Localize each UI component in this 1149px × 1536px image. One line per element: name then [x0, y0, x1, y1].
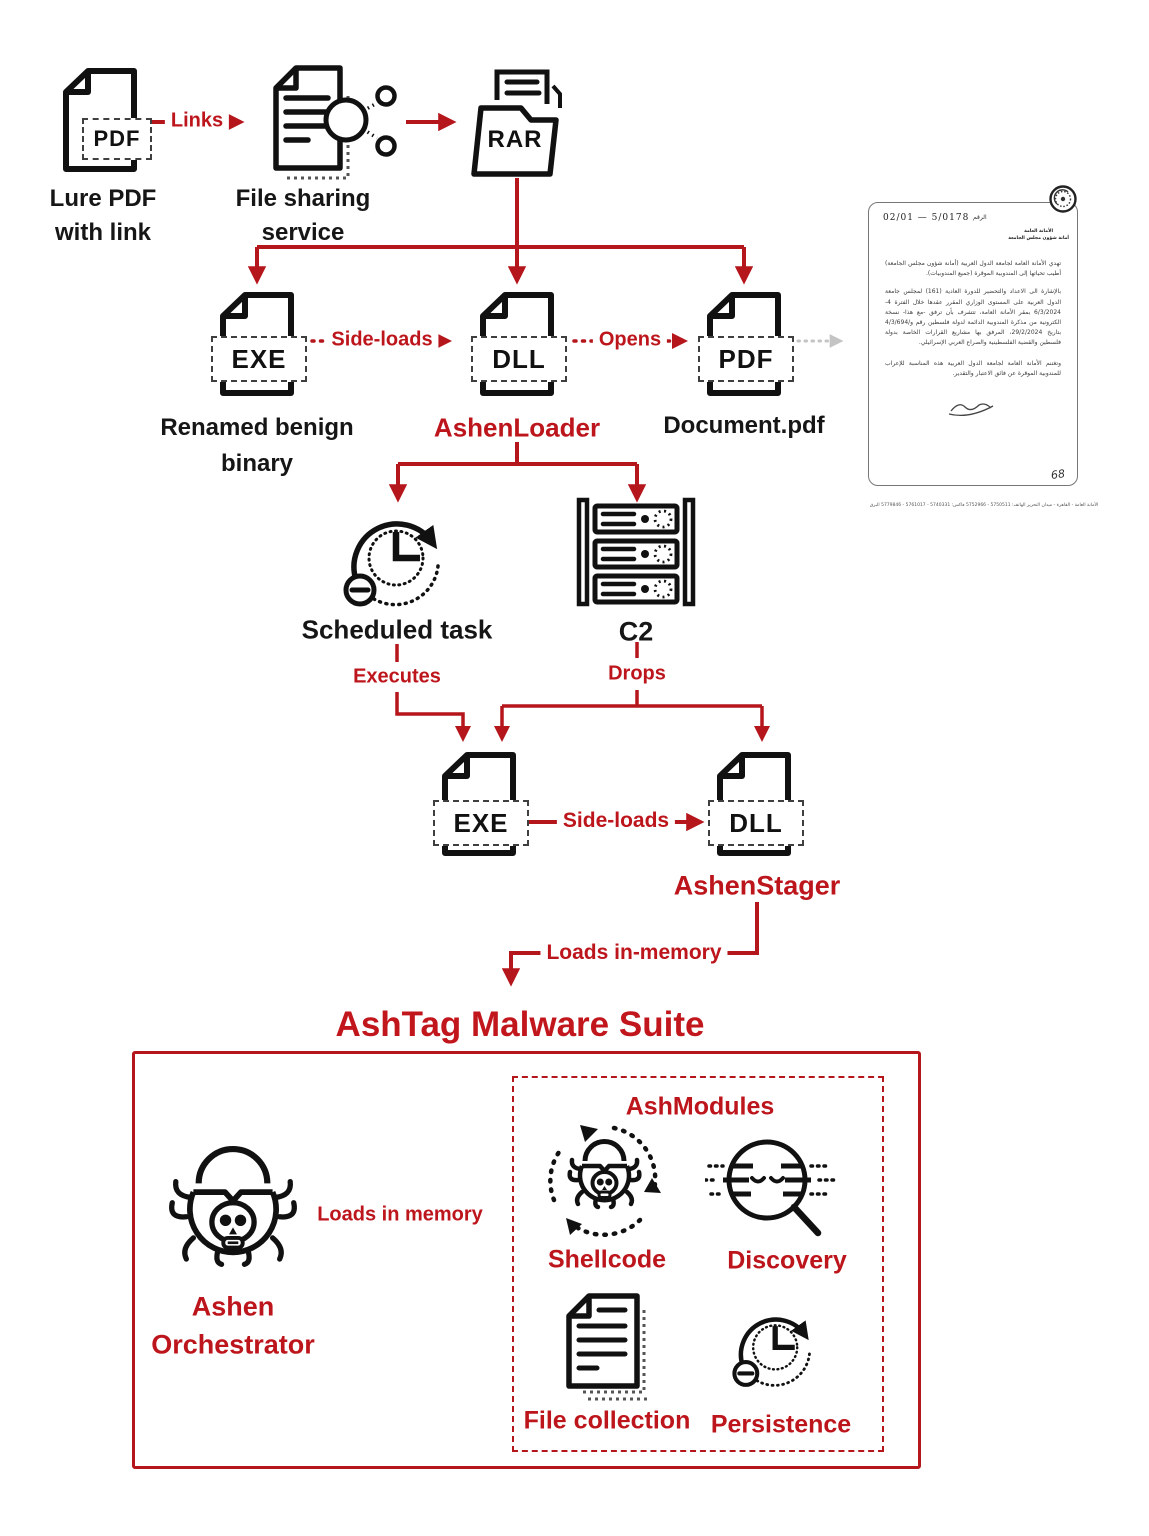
exe-benign-node	[215, 290, 299, 398]
decoy-pdf-node	[702, 290, 786, 398]
c2-server-node	[576, 496, 696, 608]
discovery-module	[705, 1134, 840, 1248]
suite-title: AshTag Malware Suite	[335, 1005, 705, 1044]
lure-pdf-label-1: Lure PDF	[49, 185, 157, 212]
persistence-module	[723, 1296, 829, 1402]
ashenstager-node	[712, 750, 796, 858]
document-pdf-label: Document.pdf	[663, 412, 825, 439]
letter-footer: الأمانة العامة - القاهرة - ميدان التحرير الهاتف: 5750511 - 5752966 فاكس: 5740331 - 5761017 - 5779846 البرق	[869, 503, 1099, 508]
exe-badge: EXE	[211, 336, 307, 382]
dropped-exe-node	[437, 750, 521, 858]
file-sharing-label-1: File sharing	[235, 185, 371, 212]
file-collection-icon	[557, 1290, 652, 1402]
shellcode-label: Shellcode	[547, 1245, 667, 1274]
handwritten-page-mark: 68	[1050, 467, 1066, 482]
letter-ref-label: الرقم	[973, 214, 987, 221]
edge-label-executes: Executes	[347, 666, 447, 689]
letter-org-line-1: الأمانة العامة	[1024, 229, 1054, 234]
arab-league-emblem-icon	[1046, 184, 1080, 218]
letter-paragraph-2: بالإشارة الى الاعداد والتحضير للدورة العادية (161) لمجلس جامعة الدول العربية على المستوى الوزاري المقرر عقدها خلال الفترة 4-6/3/2024 بمقر الأمانة العامة، تتشرف بأن ترفق -مع هذا- نسخة الكترونية من مذكرة المندوبية الدائمة لدولة فلسطين رقم و/4/3/694 بتاريخ 29/2/2024، المرفق بها مشاريع القرارات الخاصة بدولة فلسطين والقضية الفلسطينية والصراع العربي الإسرائيلي.	[885, 288, 1062, 347]
edge-label-loads-in-memory: Loads in-memory	[540, 941, 727, 965]
shellcode-rotation-icon	[540, 1120, 668, 1244]
ashen-orchestrator-node	[167, 1144, 299, 1272]
rar-folder-icon	[467, 64, 563, 178]
letter-paragraph-3: وتغتنم الأمانة العامة لجامعة الدول العربية هذه المناسبة للإعراب للمندوبية الموقرة عن فائق الاعتبار والتقدير.	[885, 359, 1061, 377]
edge-label-opens: Opens	[593, 329, 667, 352]
file-collection-module	[557, 1290, 652, 1402]
persistence-clock-icon	[723, 1296, 829, 1402]
pdf-badge: PDF	[82, 118, 152, 160]
ashenloader-label: AshenLoader	[433, 412, 601, 443]
rar-archive-node	[467, 64, 563, 178]
pdf-badge: PDF	[698, 336, 794, 382]
signature-scribble	[947, 399, 995, 417]
edge-label-side-loads-1: Side-loads	[325, 329, 438, 352]
scheduled-task-label: Scheduled task	[301, 614, 493, 645]
file-sharing-node	[262, 64, 402, 186]
c2-label: C2	[618, 616, 654, 647]
orchestrator-label-2: Orchestrator	[151, 1329, 315, 1360]
discovery-magnifier-icon	[705, 1134, 840, 1248]
letter-paragraph-1: تهدي الأمانة العامة لجامعة الدول العربية (أمانة شؤون مجلس الجامعة) أطيب تحياتها إلى المندوبية الموقرة (جميع المندوبيات).	[885, 260, 1061, 278]
decoy-letter-scan	[858, 188, 1110, 510]
shellcode-module	[540, 1120, 668, 1244]
ashenloader-node	[475, 290, 559, 398]
letter-ref-number: 02/01 — 5/0178	[883, 213, 970, 223]
server-rack-icon	[576, 496, 696, 608]
letter-org-line-2: أمانة شؤون مجلس الجامعة	[1008, 235, 1069, 241]
exe-badge: EXE	[433, 800, 529, 846]
scheduled-task-icon	[332, 504, 462, 616]
file-share-icon	[262, 64, 402, 186]
edge-label-drops: Drops	[602, 663, 672, 686]
ashenstager-label: AshenStager	[673, 870, 841, 901]
rar-label: RAR	[487, 126, 543, 153]
file-collection-label: File collection	[523, 1406, 691, 1435]
discovery-label: Discovery	[727, 1246, 847, 1275]
scheduled-task-node	[332, 504, 462, 616]
lure-pdf-label-2: with link	[55, 219, 151, 246]
benign-binary-label-2: binary	[220, 450, 294, 477]
benign-binary-label-1: Renamed benign	[160, 414, 354, 441]
dll-badge: DLL	[708, 800, 804, 846]
edge-label-links: Links	[165, 110, 229, 133]
edge-label-side-loads-2: Side-loads	[557, 809, 675, 833]
file-sharing-label-2: service	[261, 219, 345, 246]
orchestrator-label-1: Ashen	[191, 1291, 275, 1322]
dll-badge: DLL	[471, 336, 567, 382]
lure-pdf-node	[58, 66, 142, 178]
letter-page	[868, 202, 1078, 486]
persistence-label: Persistence	[710, 1410, 852, 1439]
edge-label-loads-in-memory-2: Loads in memory	[311, 1204, 489, 1227]
malware-bug-icon	[167, 1144, 299, 1272]
ashmodules-title: AshModules	[625, 1092, 775, 1121]
